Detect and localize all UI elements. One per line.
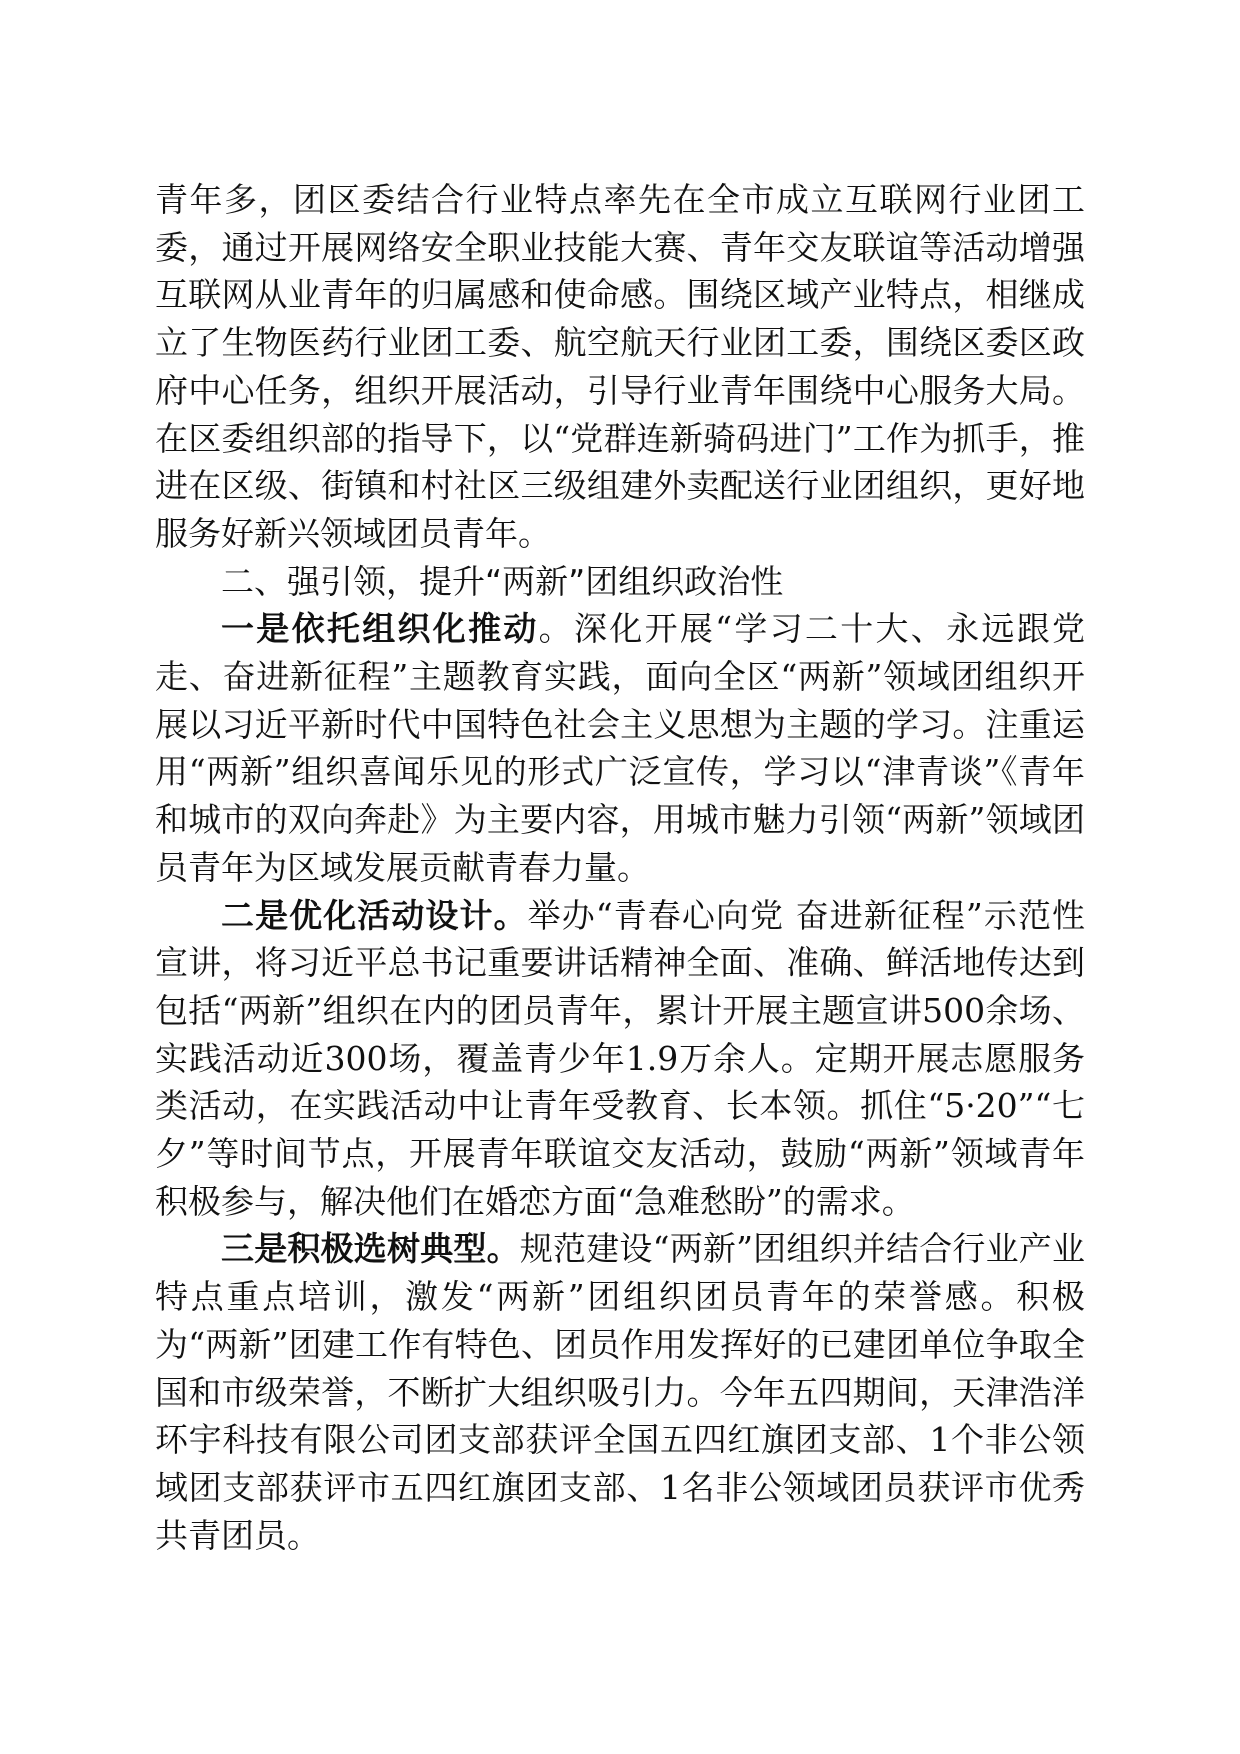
paragraph-item-3 (155, 1225, 1085, 1559)
section-heading: 二、强引领，提升“两新”团组织政治性 (221, 561, 784, 601)
document-body (155, 176, 1085, 1559)
paragraph-item-2 (155, 892, 1085, 1226)
paragraph-lead-2: 二是优化活动设计。 (221, 895, 528, 935)
paragraph-text-3: 规范建设“两新”团组织并结合行业产业特点重点培训，激发“两新”团组织团员青年的荣誉感。积极为“两新”团建工作有特色、团员作用发挥好的已建团单位争取全国和市级荣誉，不断扩大组织吸引力。今年五四期间，天津浩洋环宇科技有限公司团支部获评全国五四红旗团支部、1个非公领域团支部获评市五四红旗团支部、1名非公领域团员获评市优秀共青团员。 (155, 1229, 1086, 1555)
paragraph-lead-3: 三是积极选树典型。 (221, 1229, 520, 1269)
paragraph-continuation: 青年多，团区委结合行业特点率先在全市成立互联网行业团工委，通过开展网络安全职业技能大赛、青年交友联谊等活动增强互联网从业青年的归属感和使命感。围绕区域产业特点，相继成立了生物医药行业团工委、航空航天行业团工委，围绕区委区政府中心任务，组织开展活动，引导行业青年围绕中心服务大局。在区委组织部的指导下，以“党群连新骑码进门”工作为抓手，推进在区级、街镇和村社区三级组建外卖配送行业团组织，更好地服务好新兴领域团员青年。 (155, 180, 1085, 553)
paragraph-text-2: 举办“青春心向党 奋进新征程”示范性宣讲，将习近平总书记重要讲话精神全面、准确、鲜活地传达到包括“两新”组织在内的团员青年，累计开展主题宣讲500余场、实践活动近300场，覆盖青少年1.9万余人。定期开展志愿服务类活动，在实践活动中让青年受教育、长本领。抓住“5·20”“七夕”等时间节点，开展青年联谊交友活动，鼓励“两新”领域青年积极参与，解决他们在婚恋方面“急难愁盼”的需求。 (155, 895, 1086, 1221)
paragraph-item-1 (155, 605, 1085, 891)
paragraph-text-1: 。深化开展“学习二十大、永远跟党走、奋进新征程”主题教育实践，面向全区“两新”领域团组织开展以习近平新时代中国特色社会主义思想为主题的学习。注重运用“两新”组织喜闻乐见的形式广泛宣传，学习以“津青谈”《青年和城市的双向奔赴》为主要内容，用城市魅力引领“两新”领域团员青年为区域发展贡献青春力量。 (155, 609, 1085, 887)
paragraph-lead-1: 一是依托组织化推动 (221, 609, 539, 649)
